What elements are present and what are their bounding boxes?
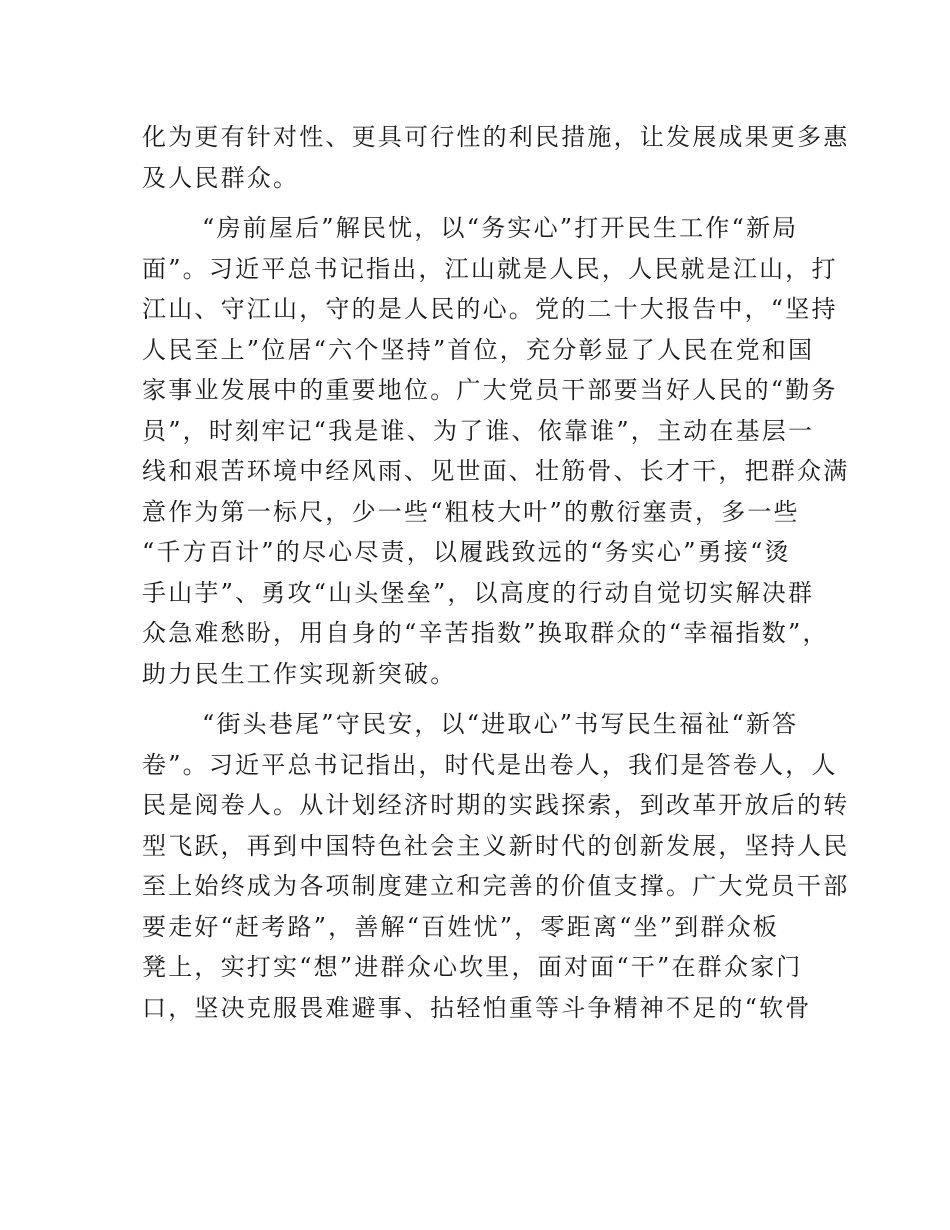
paragraph-2 [142,208,850,694]
text-line: 众急难愁盼，用自身的“辛苦指数”换取群众的“幸福指数”， [142,619,829,647]
text-line: 至上始终成为各项制度建立和完善的价值支撑。广大党员干部 [142,872,850,900]
text-line: 江山、守江山，守的是人民的心。党的二十大报告中，“坚持 [142,295,838,323]
text-line: “千方百计”的尽心尽责，以履践致远的“务实心”勇接“烫 [142,538,791,566]
text-line: 要走好“赶考路”，善解“百姓忧”，零距离“坐”到群众板 [142,912,780,941]
paragraph-3 [142,704,850,1028]
text-line: 卷”。习近平总书记指出，时代是出卷人，我们是答卷人，人 [142,750,838,779]
text-line: 化为更有针对性、更具可行性的利民措施，让发展成果更多惠 [142,123,850,151]
text-line: 意作为第一标尺，少一些“粗枝大叶”的敷衍塞责，多一些 [142,497,800,526]
text-line: 线和艰苦环境中经风雨、见世面、壮筋骨、长才干，把群众满 [142,457,850,485]
text-line: 手山芋”、勇攻“山头堡垒”，以高度的行动自觉切实解决群 [142,578,815,607]
document-body [142,117,850,1038]
text-line: 人民至上”位居“六个坚持”首位，充分彰显了人民在党和国 [142,335,815,364]
text-line: 助力民生工作实现新突破。 [142,659,457,688]
text-line: 家事业发展中的重要地位。广大党员干部要当好人民的“勤务 [142,376,838,404]
text-line: 民是阅卷人。从计划经济时期的实践探索，到改革开放后的转 [142,791,850,819]
text-line: “房前屋后”解民忧，以“务实心”打开民生工作“新局 [202,214,799,242]
text-line: “街头巷尾”守民安，以“进取心”书写民生福祉“新答 [202,710,799,738]
text-line: 凳上，实打实“想”进群众心坎里，面对面“干”在群众家门 [142,953,803,981]
text-line: 面”。习近平总书记指出，江山就是人民，人民就是江山，打 [142,254,838,283]
text-line: 及人民群众。 [142,163,300,192]
text-line: 口，坚决克服畏难避事、拈轻怕重等斗争精神不足的“软骨 [142,993,812,1022]
paragraph-1 [142,117,850,198]
text-line: 员”，时刻牢记“我是谁、为了谁、依靠谁”，主动在基层一 [142,416,815,445]
text-line: 型飞跃，再到中国特色社会主义新时代的创新发展，坚持人民 [142,831,850,860]
